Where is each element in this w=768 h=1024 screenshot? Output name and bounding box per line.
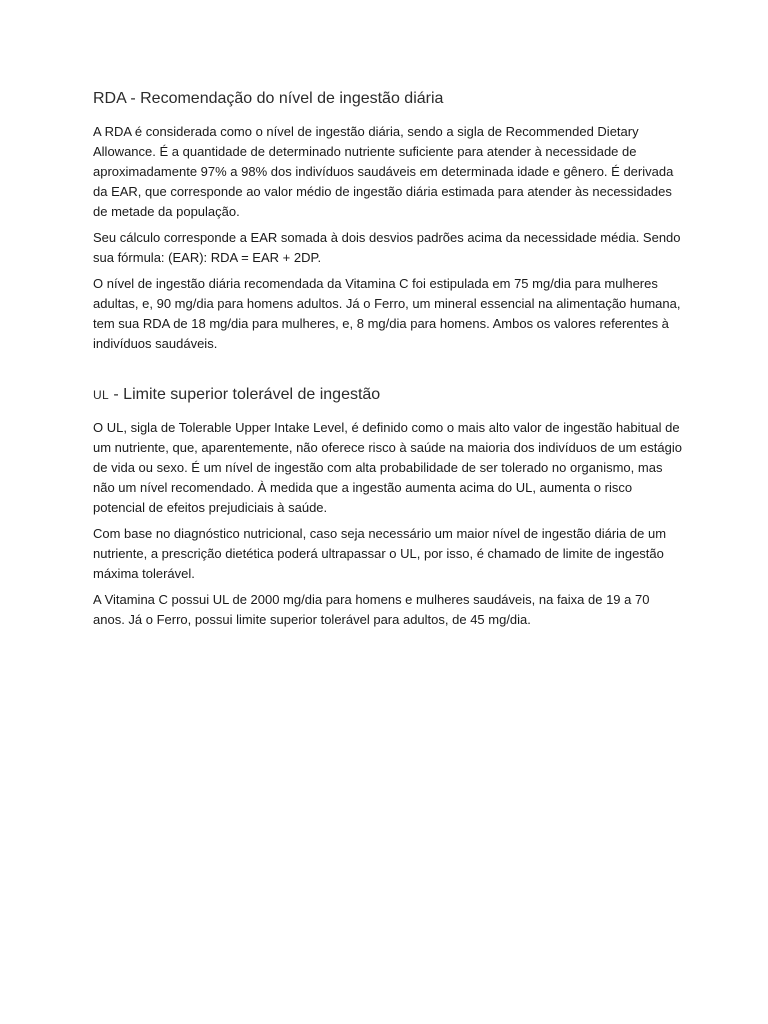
ul-paragraph-diagnosis: Com base no diagnóstico nutricional, caso seja necessário um maior nível de ingestão diária de um nutriente, a prescrição dietética poderá ultrapassar o UL, por isso, é chamado de limite de ingestão máxima tolerável. (93, 526, 667, 581)
section-ul (93, 384, 683, 630)
rda-paragraph-formula: Seu cálculo corresponde a EAR somada à dois desvios padrões acima da necessidade média. Sendo sua fórmula: (EAR): RDA = EAR + 2DP. (93, 230, 681, 265)
rda-paragraph-definition: A RDA é considerada como o nível de ingestão diária, sendo a sigla de Recommended Dietary Allowance. É a quantidade de determinado nutriente suficiente para atender à necessidade de aproximadamente 97% a 98% dos indivíduos saudáveis em determinada idade e gênero. É derivada da EAR, que corresponde ao valor médio de ingestão diária estimada para atender às necessidades de metade da população. (93, 124, 674, 219)
rda-paragraph-values: O nível de ingestão diária recomendada da Vitamina C foi estipulada em 75 mg/dia para mulheres adultas, e, 90 mg/dia para homens adultos. Já o Ferro, um mineral essencial na alimentação humana, tem sua RDA de 18 mg/dia para mulheres, e, 8 mg/dia para homens. Ambos os valores referentes à indivíduos saudáveis. (93, 276, 681, 351)
document-page (93, 88, 683, 636)
section-rda-title: RDA - Recomendação do nível de ingestão diária (93, 90, 444, 107)
section-ul-title (93, 384, 683, 406)
ul-title-rest: - Limite superior tolerável de ingestão (108, 386, 381, 403)
ul-title-abbr: UL (93, 388, 109, 402)
ul-paragraph-definition: O UL, sigla de Tolerable Upper Intake Level, é definido como o mais alto valor de ingestão habitual de um nutriente, que, aparentemente, não oferece risco à saúde na maioria dos indivíduos de um estágio de vida ou sexo. É um nível de ingestão com alta probabilidade de ser tolerado no organismo, mas não um nível recomendado. À medida que a ingestão aumenta acima do UL, aumenta o risco potencial de efeitos prejudiciais à saúde. (93, 420, 682, 515)
ul-paragraph-values: A Vitamina C possui UL de 2000 mg/dia para homens e mulheres saudáveis, na faixa de 19 a 70 anos. Já o Ferro, possui limite superior tolerável para adultos, de 45 mg/dia. (93, 592, 650, 627)
section-rda (93, 88, 683, 354)
